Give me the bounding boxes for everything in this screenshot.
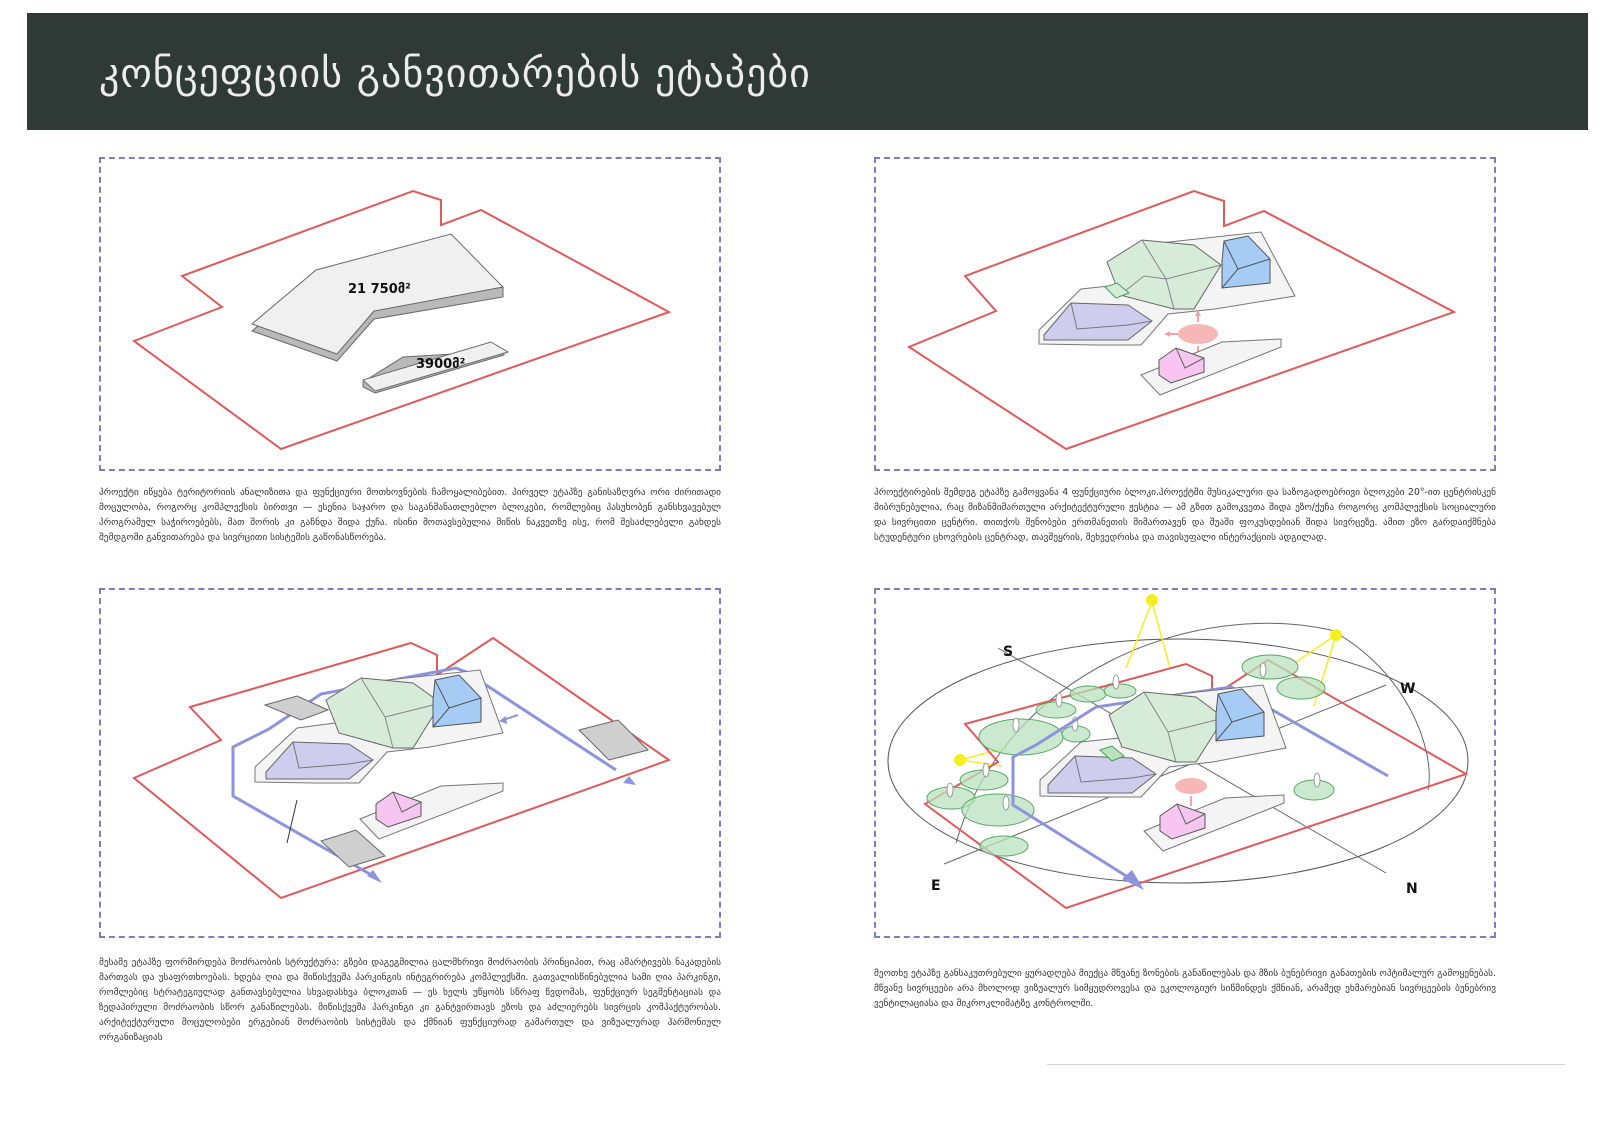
main-area-label: 21 750მ² [348,282,411,297]
footer-divider [1047,1064,1565,1065]
compass-n-label: N [1406,881,1418,897]
stage-3-caption: მესამე ეტაპზე ფორმირდება მოძრაობის სტრუქტურა: გზები დაგეგმილია ცალმხრივი მოძრაობის პრინციპით, რაც ამარტივებს ნაკადების მართვას და უსაფრთხოებას. ხდება ღია და მიწისქვეშა პარკინგის ინტეგრირება კომპლექსში. გათვალისწინებულია სამი ღია პარკინგი, რომლებიც სტრატეგიულად განთავსებულია სხვადასხვა ბლოკთან — ეს ხელს უწყობს სწრაფ წვდომას, ფუნქციურ სეგმენტაციას და ზედაპირული მოძრაობის სწორ განაწილებას. მიწისქვეშა პარკინგი კი განტვირთავს ეზოს და აძლიერებს სივრცის კომპაქტურობას. არქიტექტურული მოცულობები ერგებიან მოძრაობის სისტემას და ქმნიან ფუნქციურად გამართულ და ვიზუალურად ჰარმონიულ ორგანიზაციას [99,957,721,1043]
compass-w-label: W [1400,681,1416,697]
courtyard-focus [1175,778,1207,806]
secondary-area-label: 3900მ² [416,357,466,372]
site-boundary [909,191,1454,449]
stage-2-caption: პროექტირების შემდეგ ეტაპზე გამოყვანა 4 ფუნქციური ბლოკი.პროექტში მუსიკალური და საზოგადოებრივი ბლოკები 20°-ით ცენტრისკენ მიბრუნებულია, რაც მიზანმიმართული არქიტექტურული ჟესტია — ამ გზით გამოკვეთა შიდა ეზო/ქუჩა როგორც კომპლექსის სოციალური და სივრცითი ცენტრი. თითქოს შენობები ერთმანეთის მიმართავენ და შუაში ფოკუსდებიან შიდა სივრცეზე. ამით ეზო გარდაიქმნება სტუდენტური ცხოვრების ცენტრად, თავშეყრის, შეხვედრისა და თავისუფალი ინტერაქციის ადგილად. [874,487,1496,543]
stage-4-diagram [874,588,1496,938]
stage-1-diagram [99,157,721,471]
stage-4-caption: მეოთხე ეტაპზე განსაკუთრებული ყურადღება მიექცა მწვანე ზონების განაწილებას და მზის ბუნებრივი განათების ოპტიმალურ გამოყენებას. მწვანე სივრცეები არა მხოლოდ ვიზუალურ სიმყუდროვესა და ეკოლოგიურ სიწმინდეს ქმნიან, არამედ ეხმარებიან სივრცეების ბუნებრივ ვენტილაციასა და მიკროკლიმატზე კონტროლში. [874,968,1496,1009]
stage-2-diagram [874,157,1496,471]
compass-e-label: E [931,878,941,894]
page-header [27,13,1588,130]
sun-icon [954,754,966,766]
compass-s-label: S [1003,644,1014,660]
site-boundary [134,191,669,449]
stage-1-caption: პროექტი იწყება ტერიტორიის ანალიზითა და ფუნქციური მოთხოვნების ჩამოყალიბებით. პირველ ეტაპზე განისაზღვრა ორი ძირითადი მოცულობა, როგორც კომპლექსის ბირთვი — ესენია საჯარო და საგანმანათლებლო ბლოკები, რომლებიც პასუხობენ განსხვავებულ პროგრამულ საჭიროებებს, მათ შორის კი გაჩნდა შიდა ქუჩა. ისინი მოთავსებულია მიწის ნაკვეთზე ისე, რომ შესაძლებელი გახდეს შემდგომი განვითარება და სივრცითი სისტემის გაწონასწორება. [99,487,721,543]
page-title: კონცეფციის განვითარების ეტაპები [99,51,811,97]
stage-3-diagram [99,588,721,938]
sun-icon [1146,594,1158,606]
main-volume [252,234,503,361]
sun-icon [1330,629,1342,641]
